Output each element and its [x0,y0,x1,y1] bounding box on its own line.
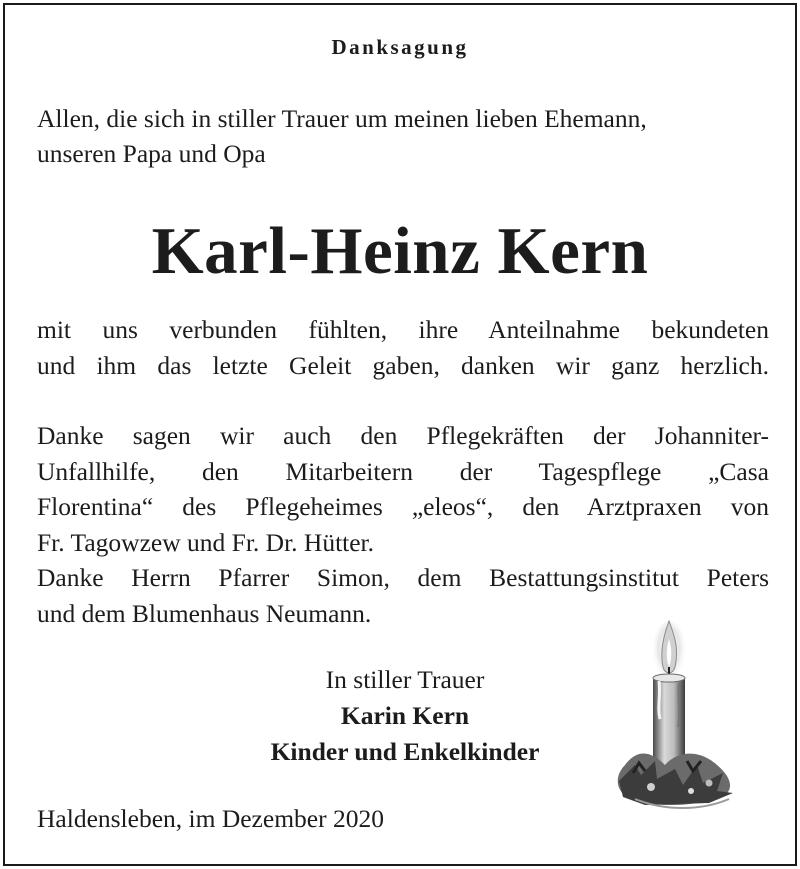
signer-name: Karin Kern [340,701,470,730]
place-date: Haldensleben, im Dezember 2020 [37,804,384,833]
obituary-notice [3,3,797,866]
paragraph-line: und ihm das letzte Geleit gaben, danken wir ganz herzlich. [37,350,769,380]
paragraph-line: mit uns verbunden fühlten, ihre Anteilnahme bekundeten [37,315,769,344]
closing-block [205,662,605,770]
candle-icon [605,615,745,820]
acknowledgements-paragraph [37,418,769,631]
family-line: Kinder und Enkelkinder [270,737,540,766]
intro-line: unseren Papa und Opa [37,139,266,168]
paragraph-line: und dem Blumenhaus Neumann. [37,598,372,628]
paragraph-line: Unfallhilfe, den Mitarbeitern der Tagespflege „Casa [37,456,769,486]
paragraph-line: Fr. Tagowzew und Fr. Dr. Hütter. [37,527,375,557]
notice-heading: Danksagung [331,35,469,59]
thanks-paragraph [37,312,769,383]
deceased-name: Karl-Heinz Kern [151,214,649,288]
intro-text [37,101,769,171]
closing-phrase: In stiller Trauer [325,665,485,694]
intro-line: Allen, die sich in stiller Trauer um meinen lieben Ehemann, [37,104,647,133]
paragraph-line: Danke Herrn Pfarrer Simon, dem Bestattungsinstitut Peters [37,563,769,592]
paragraph-line: Danke sagen wir auch den Pflegekräften der Johanniter- [37,421,769,450]
paragraph-line: Florentina“ des Pflegeheimes „eleos“, den Arztpraxen von [37,492,769,521]
